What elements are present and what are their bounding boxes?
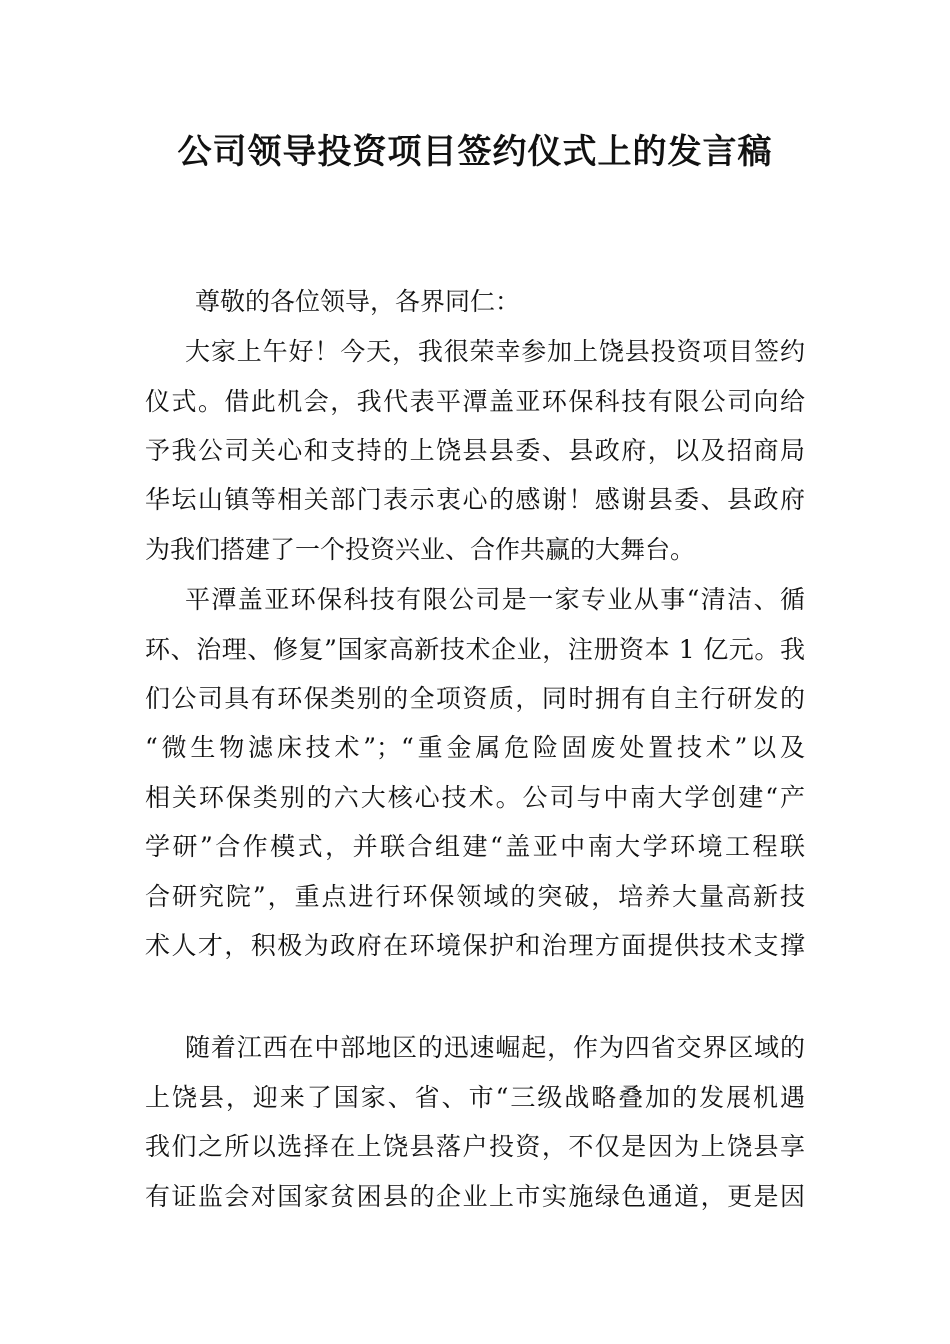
paragraph-line: 平潭盖亚环保科技有限公司是一家专业从事“清洁、循 — [185, 585, 805, 614]
paragraph-line: 合研究院”，重点进行环保领域的突破，培养大量高新技 — [145, 882, 805, 911]
paragraph-line: 相关环保类别的六大核心技术。公司与中南大学创建“产 — [145, 783, 805, 812]
paragraph-line: 学研”合作模式，并联合组建“盖亚中南大学环境工程联 — [145, 832, 805, 861]
salutation: 尊敬的各位领导，各界同仁： — [195, 287, 521, 316]
paragraph-line: 我们之所以选择在上饶县落户投资，不仅是因为上饶县享 — [145, 1132, 805, 1161]
paragraph-line: 上饶县，迎来了国家、省、市“三级战略叠加的发展机遇 — [145, 1083, 805, 1112]
paragraph-line: 大家上午好！今天，我很荣幸参加上饶县投资项目签约 — [185, 337, 805, 366]
paragraph-line: 仪式。借此机会，我代表平潭盖亚环保科技有限公司向给 — [145, 387, 805, 416]
paragraph-line: 予我公司关心和支持的上饶县县委、县政府，以及招商局 — [145, 436, 805, 465]
paragraph-line: 随着江西在中部地区的迅速崛起，作为四省交界区域的 — [185, 1033, 805, 1062]
paragraph-line: 为我们搭建了一个投资兴业、合作共赢的大舞台。 — [145, 535, 696, 564]
paragraph-line: 术人才，积极为政府在环境保护和治理方面提供技术支撑 — [145, 931, 805, 960]
paragraph-line: 环、治理、修复”国家高新技术企业，注册资本 1 亿元。我 — [145, 635, 805, 664]
paragraph-line: 华坛山镇等相关部门表示衷心的感谢！感谢县委、县政府 — [145, 485, 805, 514]
document-title: 公司领导投资项目签约仪式上的发言稿 — [177, 132, 773, 172]
paragraph-line: 有证监会对国家贫困县的企业上市实施绿色通道，更是因 — [145, 1182, 805, 1211]
paragraph-line: 们公司具有环保类别的全项资质，同时拥有自主行研发的 — [145, 684, 805, 713]
paragraph-line: “微生物滤床技术”；“重金属危险固废处置技术”以及 — [145, 733, 805, 762]
